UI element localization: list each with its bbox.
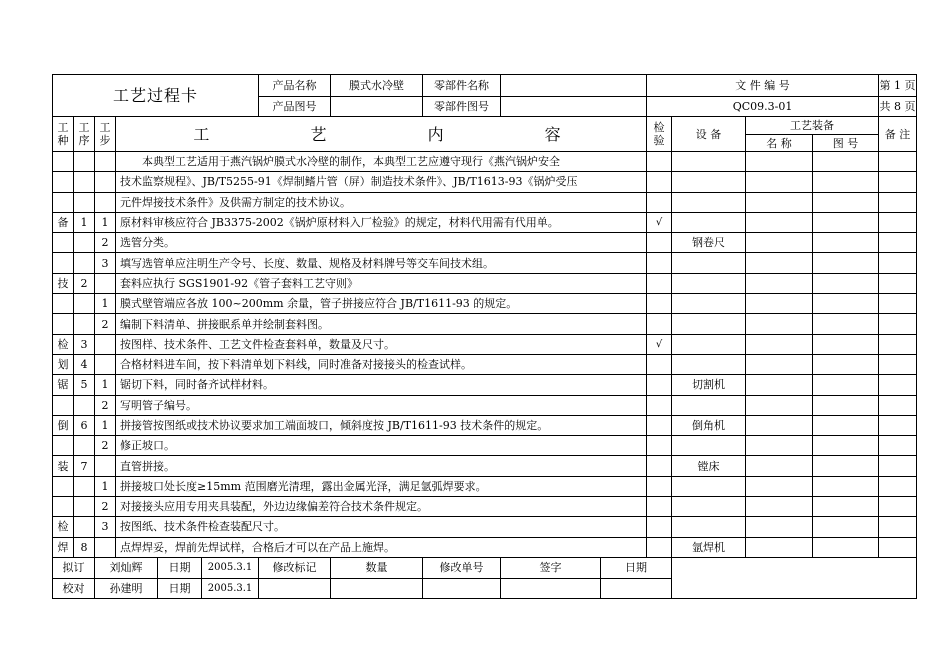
row-equipment: [672, 334, 746, 354]
row-check: [647, 497, 672, 517]
row-tool-drawing: [813, 212, 879, 232]
row-remark: [879, 334, 917, 354]
row-tool-drawing: [813, 273, 879, 293]
table-row: [53, 314, 917, 334]
part-name-value: [501, 75, 647, 97]
table-row: [53, 497, 917, 517]
row-equipment: [672, 314, 746, 334]
row-kind: [53, 294, 74, 314]
row-equipment: 切割机: [672, 375, 746, 395]
row-equipment: [672, 395, 746, 415]
row-step: [95, 334, 116, 354]
row-remark: [879, 212, 917, 232]
total-pages-label: 共 8 页: [879, 97, 917, 117]
table-row: [53, 415, 917, 435]
row-tool-name: [746, 436, 813, 456]
row-tool-name: [746, 517, 813, 537]
row-kind: 焊: [53, 537, 74, 557]
table-row: [53, 517, 917, 537]
row-kind: [53, 253, 74, 273]
row-content: 拼接管按图纸或技术协议要求加工端面坡口，倾斜度按 JB/T1611-93 技术条件的规定。: [116, 415, 647, 435]
row-check: [647, 314, 672, 334]
table-row: [53, 456, 917, 476]
col-remark: 备 注: [879, 117, 917, 152]
row-remark: [879, 314, 917, 334]
row-remark: [879, 375, 917, 395]
check-label: 校对: [53, 578, 95, 598]
row-step: 2: [95, 436, 116, 456]
row-step: 2: [95, 233, 116, 253]
card-title: 工艺过程卡: [53, 75, 259, 117]
row-tool-name: [746, 233, 813, 253]
table-row: [53, 253, 917, 273]
row-step: 1: [95, 476, 116, 496]
col-kind: 工 种: [53, 117, 74, 152]
row-check: [647, 375, 672, 395]
row-equipment: 倒角机: [672, 415, 746, 435]
row-tool-drawing: [813, 375, 879, 395]
page-label: 第 1 页: [879, 75, 917, 97]
draft-date: 2005.3.1: [202, 557, 259, 578]
row-tool-drawing: [813, 395, 879, 415]
row-content: 点焊焊妥，焊前先焊试样，合格后才可以在产品上施焊。: [116, 537, 647, 557]
table-row: [53, 273, 917, 293]
row-remark: [879, 456, 917, 476]
row-equipment: [672, 253, 746, 273]
row-check: [647, 233, 672, 253]
row-kind: 备: [53, 212, 74, 232]
table-row: [53, 537, 917, 557]
row-tool-name: [746, 192, 813, 212]
row-seq: 8: [74, 537, 95, 557]
draft-name: 刘灿辉: [95, 557, 158, 578]
col-content: 工 艺 内 容: [116, 117, 647, 152]
row-step: 1: [95, 415, 116, 435]
doc-no-value: QC09.3-01: [647, 97, 879, 117]
check-name: 孙建明: [95, 578, 158, 598]
row-equipment: [672, 212, 746, 232]
row-content: 直管拼接。: [116, 456, 647, 476]
row-content: 对接接头应用专用夹具装配，外边边缘偏差符合技术条件规定。: [116, 497, 647, 517]
row-equipment: [672, 294, 746, 314]
blank-cell: [501, 578, 601, 598]
row-check: [647, 476, 672, 496]
col-check: 检 验: [647, 117, 672, 152]
row-tool-name: [746, 456, 813, 476]
row-remark: [879, 233, 917, 253]
row-kind: [53, 476, 74, 496]
row-step: [95, 354, 116, 374]
row-tool-name: [746, 497, 813, 517]
row-remark: [879, 497, 917, 517]
row-tool-name: [746, 294, 813, 314]
table-row: [53, 395, 917, 415]
row-seq: [74, 436, 95, 456]
row-check: [647, 395, 672, 415]
table-row: [53, 354, 917, 374]
sign-label: 签字: [501, 557, 601, 578]
table-row: [53, 476, 917, 496]
row-tool-drawing: [813, 456, 879, 476]
process-table: [52, 74, 917, 599]
draft-date-label: 日期: [158, 557, 202, 578]
row-seq: [74, 192, 95, 212]
table-row: [53, 334, 917, 354]
row-tool-drawing: [813, 354, 879, 374]
row-seq: [74, 497, 95, 517]
row-remark: [879, 415, 917, 435]
row-step: 3: [95, 517, 116, 537]
row-tool-drawing: [813, 192, 879, 212]
row-kind: [53, 497, 74, 517]
part-drawing-label: 零部件图号: [423, 97, 501, 117]
row-check: [647, 192, 672, 212]
row-check: [647, 456, 672, 476]
row-tool-drawing: [813, 415, 879, 435]
row-tool-name: [746, 415, 813, 435]
row-content: 元件焊接技术条件》及供需方制定的技术协议。: [116, 192, 647, 212]
row-check: √: [647, 212, 672, 232]
row-tool-name: [746, 354, 813, 374]
row-tool-drawing: [813, 476, 879, 496]
row-content: 套料应执行 SGS1901-92《管子套料工艺守则》: [116, 273, 647, 293]
row-remark: [879, 395, 917, 415]
footer-blank: [672, 557, 917, 598]
row-content: 原材料审核应符合 JB3375-2002《锅炉原材料入厂检验》的规定，材料代用需有代用单。: [116, 212, 647, 232]
row-tool-name: [746, 476, 813, 496]
row-check: [647, 517, 672, 537]
row-tool-name: [746, 273, 813, 293]
row-seq: [74, 172, 95, 192]
part-drawing-value: [501, 97, 647, 117]
row-equipment: [672, 476, 746, 496]
row-content: 锯切下料，同时备齐试样材料。: [116, 375, 647, 395]
row-seq: 7: [74, 456, 95, 476]
row-kind: 锯: [53, 375, 74, 395]
row-check: [647, 436, 672, 456]
row-kind: 检: [53, 517, 74, 537]
row-tool-name: [746, 537, 813, 557]
row-content: 填写选管单应注明生产令号、长度、数量、规格及材料牌号等交车间技术组。: [116, 253, 647, 273]
blank-cell: [331, 578, 423, 598]
row-tool-drawing: [813, 334, 879, 354]
row-content: 编制下料清单、拼接眠系单并绘制套料图。: [116, 314, 647, 334]
row-kind: [53, 436, 74, 456]
row-tool-name: [746, 375, 813, 395]
row-step: 1: [95, 294, 116, 314]
row-tool-drawing: [813, 172, 879, 192]
row-content: 选管分类。: [116, 233, 647, 253]
row-remark: [879, 354, 917, 374]
row-equipment: [672, 497, 746, 517]
row-check: [647, 253, 672, 273]
sign-date-label: 日期: [601, 557, 672, 578]
row-step: [95, 192, 116, 212]
col-tooling: 工艺装备: [746, 117, 879, 135]
row-tool-name: [746, 334, 813, 354]
row-seq: 1: [74, 212, 95, 232]
row-tool-drawing: [813, 436, 879, 456]
row-equipment: [672, 436, 746, 456]
product-drawing-label: 产品图号: [259, 97, 331, 117]
row-equipment: [672, 172, 746, 192]
process-card: [52, 74, 916, 599]
row-check: [647, 294, 672, 314]
row-check: [647, 152, 672, 172]
row-remark: [879, 192, 917, 212]
row-seq: [74, 233, 95, 253]
row-step: 2: [95, 395, 116, 415]
product-name-label: 产品名称: [259, 75, 331, 97]
row-tool-name: [746, 172, 813, 192]
row-tool-name: [746, 212, 813, 232]
mod-mark-label: 修改标记: [259, 557, 331, 578]
row-kind: 检: [53, 334, 74, 354]
row-remark: [879, 253, 917, 273]
row-step: 2: [95, 497, 116, 517]
row-kind: [53, 172, 74, 192]
row-remark: [879, 152, 917, 172]
row-seq: 3: [74, 334, 95, 354]
blank-cell: [259, 578, 331, 598]
row-seq: 5: [74, 375, 95, 395]
row-kind: 装: [53, 456, 74, 476]
row-equipment: [672, 192, 746, 212]
row-seq: [74, 152, 95, 172]
row-step: [95, 172, 116, 192]
row-tool-drawing: [813, 253, 879, 273]
col-equipment: 设 备: [672, 117, 746, 152]
row-seq: [74, 253, 95, 273]
row-remark: [879, 294, 917, 314]
row-seq: 6: [74, 415, 95, 435]
row-tool-name: [746, 395, 813, 415]
row-tool-drawing: [813, 537, 879, 557]
row-step: 1: [95, 375, 116, 395]
row-content: 按图纸、技术条件检查装配尺寸。: [116, 517, 647, 537]
row-kind: [53, 233, 74, 253]
row-tool-drawing: [813, 233, 879, 253]
check-date-label: 日期: [158, 578, 202, 598]
table-row: [53, 233, 917, 253]
product-name-value: 膜式水冷壁: [331, 75, 423, 97]
row-kind: [53, 152, 74, 172]
row-remark: [879, 517, 917, 537]
row-tool-name: [746, 253, 813, 273]
row-remark: [879, 476, 917, 496]
draft-label: 拟订: [53, 557, 95, 578]
row-content: 本典型工艺适用于燕汽锅炉膜式水冷壁的制作，本典型工艺应遵守现行《燕汽锅炉安全: [116, 152, 647, 172]
row-check: [647, 273, 672, 293]
table-row: [53, 375, 917, 395]
row-kind: 倒: [53, 415, 74, 435]
row-tool-drawing: [813, 517, 879, 537]
row-check: [647, 354, 672, 374]
row-step: [95, 456, 116, 476]
row-step: [95, 152, 116, 172]
row-seq: [74, 517, 95, 537]
row-equipment: 氩焊机: [672, 537, 746, 557]
row-remark: [879, 537, 917, 557]
row-equipment: [672, 273, 746, 293]
blank-cell: [423, 578, 501, 598]
row-seq: 4: [74, 354, 95, 374]
table-row: [53, 212, 917, 232]
row-content: 按图样、技术条件、工艺文件检查套料单，数量及尺寸。: [116, 334, 647, 354]
doc-no-label: 文 件 编 号: [647, 75, 879, 97]
row-kind: 划: [53, 354, 74, 374]
row-equipment: [672, 152, 746, 172]
part-name-label: 零部件名称: [423, 75, 501, 97]
row-step: 2: [95, 314, 116, 334]
row-step: 1: [95, 212, 116, 232]
row-check: [647, 537, 672, 557]
row-content: 修正坡口。: [116, 436, 647, 456]
row-seq: [74, 314, 95, 334]
table-row: [53, 152, 917, 172]
row-tool-drawing: [813, 152, 879, 172]
row-kind: [53, 395, 74, 415]
row-check: [647, 172, 672, 192]
table-row: [53, 172, 917, 192]
row-content: 拼接坡口处长度≥15mm 范围磨光清理，露出金属光泽，满足氩弧焊要求。: [116, 476, 647, 496]
row-tool-drawing: [813, 497, 879, 517]
row-remark: [879, 436, 917, 456]
col-seq: 工 序: [74, 117, 95, 152]
mod-no-label: 修改单号: [423, 557, 501, 578]
row-tool-drawing: [813, 294, 879, 314]
row-equipment: 镗床: [672, 456, 746, 476]
row-kind: [53, 192, 74, 212]
row-step: [95, 273, 116, 293]
row-remark: [879, 172, 917, 192]
col-tool-drawing: 图 号: [813, 135, 879, 152]
row-seq: [74, 395, 95, 415]
row-equipment: [672, 517, 746, 537]
row-step: [95, 537, 116, 557]
qty-label: 数量: [331, 557, 423, 578]
row-remark: [879, 273, 917, 293]
check-date: 2005.3.1: [202, 578, 259, 598]
row-seq: 2: [74, 273, 95, 293]
row-tool-name: [746, 314, 813, 334]
table-row: [53, 436, 917, 456]
col-step: 工 步: [95, 117, 116, 152]
row-check: [647, 415, 672, 435]
row-seq: [74, 476, 95, 496]
product-drawing-value: [331, 97, 423, 117]
row-seq: [74, 294, 95, 314]
blank-cell: [601, 578, 672, 598]
table-row: [53, 192, 917, 212]
row-content: 合格材料进车间，按下料清单划下料线，同时准备对接接头的检查试样。: [116, 354, 647, 374]
row-kind: 技: [53, 273, 74, 293]
row-equipment: 钢卷尺: [672, 233, 746, 253]
row-tool-drawing: [813, 314, 879, 334]
row-tool-name: [746, 152, 813, 172]
row-check: √: [647, 334, 672, 354]
row-kind: [53, 314, 74, 334]
row-content: 膜式壁管端应各放 100~200mm 余量，管子拼接应符合 JB/T1611-93 的规定。: [116, 294, 647, 314]
row-content: 写明管子编号。: [116, 395, 647, 415]
col-tool-name: 名 称: [746, 135, 813, 152]
row-content: 技术监察规程》、JB/T5255-91《焊制鳍片管（屏）制造技术条件》、JB/T1613-93《锅炉受压: [116, 172, 647, 192]
row-equipment: [672, 354, 746, 374]
row-step: 3: [95, 253, 116, 273]
table-row: [53, 294, 917, 314]
